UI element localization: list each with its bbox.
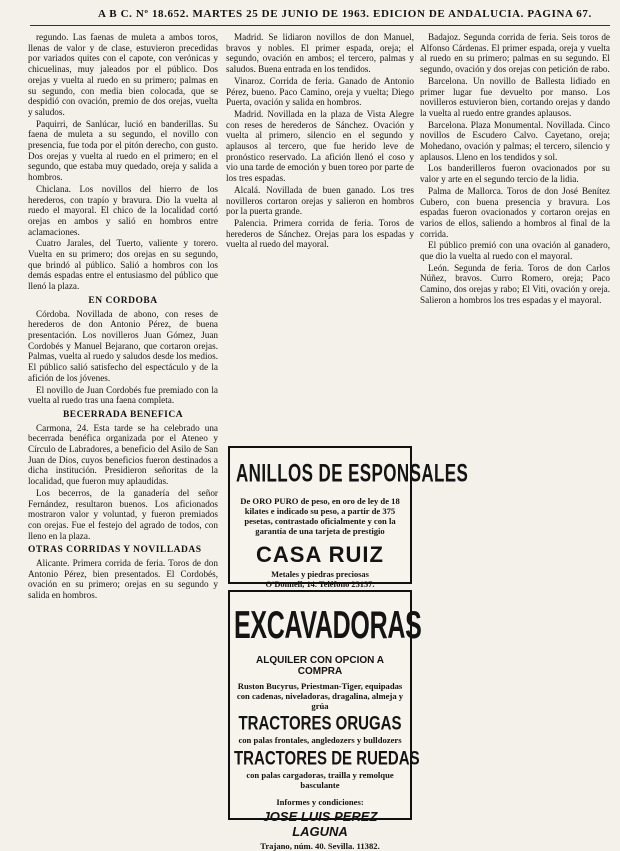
paragraph: Madrid. Novillada en la plaza de Vista Alegre con reses de herederos de Sánchez. Ovación y vuelta al primero, silencio en el segundo y aplausos al tercero, que fue herido leve de pronóstico reservado. La afición llenó el coso y vio una tarde de emoción y buen toreo por parte de los tres espadas. [226,108,414,184]
ad-title: EXCAVADORAS [234,604,422,648]
paragraph: Paquirri, de Sanlúcar, lució en banderillas. Su faena de muleta a su segundo, el novillo con presencia, fue toda por el pitón derecho, con gusto. Dos orejas y vuelta al ruedo en el primero; en el segundo, que estaba muy quedado, oreja y salida a hombros. [28,118,218,183]
ad-list: con palas frontales, angledozers y bulldozers [238,735,402,746]
ad-list: con palas cargadoras, trailla y remolque basculante [246,770,394,790]
column-right [420,32,610,818]
ad-address: O'Donnell, 14. Teléfono 23137. [265,579,375,589]
paragraph: Cuatro Jarales, del Tuerto, valiente y torero. Vuelta en su primero; dos orejas en su segundo, que brindó al público. Salió a hombros con los demás espadas entre el entusiasmo del público que llenó la plaza. [28,238,218,292]
header-rule [30,25,610,26]
ad-contact-name: JOSE LUIS PEREZ LAGUNA [262,808,378,839]
paragraph: Vinaroz. Corrida de feria. Ganado de Antonio Pérez, bueno. Paco Camino, oreja y vuelta; Diego Puerta, ovación y salida en hombros. [226,75,414,108]
paragraph: El público premió con una ovación al ganadero, que dio la vuelta al ruedo con el mayoral. [420,240,610,262]
section-heading: BECERRADA BENEFICA [62,409,184,420]
ad-subtitle: ALQUILER CON OPCION A COMPRA [256,655,384,677]
paragraph: El novillo de Juan Cordobés fue premiado con la vuelta al ruedo tras una faena completa. [28,384,218,406]
paragraph: Alcalá. Novillada de buen ganado. Los tres novilleros cortaron orejas y salieron en hombros por la puerta grande. [226,184,414,217]
ad-list: Ruston Bucyrus, Priestman-Tiger, equipadas con cadenas, niveladoras, dragalina, almeja y grúa [236,681,404,711]
advertisement-rings [228,446,469,589]
paragraph: Alicante. Primera corrida de feria. Toros de don Antonio Pérez, bien presentados. El Cordobés, ovación en su primero; orejas en su segundo y salida en hombros. [28,558,218,601]
paragraph: Madrid. Se lidiaron novillos de don Manuel, bravos y nobles. El primer espada, oreja; el segundo, ovación en ambos; el tercero, palmas y saludos. Buena entrada en los tendidos. [226,32,414,75]
column-left [28,32,218,818]
ad-title: ANILLOS DE ESPONSALES [236,459,469,488]
ad-heading: TRACTORES DE RUEDAS [234,747,420,770]
paragraph: Los banderilleros fueron ovacionados por su valor y arte en el segundo tercio de la lidia. [420,163,610,185]
ad-info: Informes y condiciones: [276,796,364,807]
column-middle [226,32,414,442]
paragraph: Badajoz. Segunda corrida de feria. Seis toros de Alfonso Cárdenas. El primer espada, oreja y vuelta al ruedo en su primero; palmas en su segundo. El segundo, ovación y dos orejas con petición de rabo. [420,32,610,75]
ad-brand: CASA RUIZ [256,542,384,567]
paragraph: Carmona, 24. Esta tarde se ha celebrado una becerrada benéfica organizada por el Ateneo y Círculo de Labradores, a beneficio del Asilo de San Juan de Dios, cuyos beneficios fueron destinados a dicha institución. Presidieron señoritas de la localidad, que fueron muy aplaudidas. [28,422,218,487]
paragraph: Barcelona. Un novillo de Ballesta lidiado en primer lugar fue devuelto por manso. Los novilleros estuvieron bien, cortando orejas y dando la vuelta al ruedo entre grandes aplausos. [420,75,610,118]
paragraph: regundo. Las faenas de muleta a ambos toros, llenas de valor y de clase, estuvieron precedidas por variados quites con el capote, con verónicas y chicuelinas, muy jaleados por el público. Dos orejas y vuelta al ruedo en su primero; palmas en su segundo, con media bien colocada, que se despidió con ovación, premio de dos orejas, vuelta y saludos. [28,32,218,117]
paragraph: Barcelona. Plaza Monumental. Novillada. Cinco novillos de Escudero Calvo. Cayetano, oreja; Mohedano, ovación y palmas; el tercero, silencio y aplausos. Lleno en los tendidos y sol. [420,119,610,162]
advertisement-excavators [228,590,422,851]
page-header [98,8,610,24]
ad-body: De ORO PURO de peso, en oro de ley de 18 kilates e indicado su peso, a partir de 375 pesetas, contrastado oficialmente y con la garantía de una tarjeta de prestigio [240,496,400,536]
paragraph: Chiclana. Los novillos del hierro de los herederos, con trapío y bravura. Dio la vuelta al ruedo el mayoral. El chico de la localidad cortó orejas en ambos y salió en hombros entre aclamaciones. [28,183,218,237]
paragraph: Palencia. Primera corrida de feria. Toros de herederos de Sánchez. Orejas para los espadas y vuelta al ruedo del mayoral. [226,217,414,250]
paragraph: Córdoba. Novillada de abono, con reses de herederos de don Antonio Pérez, de buena presentación. Los novilleros Juan Gómez, Juan Cordobés y Manuel Bejarano, que cortaron orejas. Palmas, vuelta al ruedo y saludos desde los medios. El público salió satisfecho del espectáculo y de la afición de los jóvenes. [28,308,218,383]
section-heading: EN CORDOBA [88,295,158,306]
paragraph: Palma de Mallorca. Toros de don José Benítez Cubero, con buena presencia y bravura. Los espadas fueron ovacionados y cortaron orejas en varios de ellos, saliendo a hombros al final de la corrida. [420,185,610,239]
ad-heading: TRACTORES ORUGAS [238,712,402,735]
header-text: A B C. Nº 18.652. MARTES 25 DE JUNIO DE 1963. EDICION DE ANDALUCIA. PAGINA 67. [98,8,592,20]
ad-desc: Metales y piedras preciosas [271,570,369,579]
ad-address: Trajano, núm. 40. Sevilla. 11382. [260,840,380,851]
section-heading: OTRAS CORRIDAS Y NOVILLADAS [28,545,202,556]
paragraph: León. Segunda de feria. Toros de don Carlos Núñez, bravos. Curro Romero, oreja; Paco Camino, dos orejas y rabo; El Viti, ovación y oreja. Salieron a hombros los tres espadas y el mayoral. [420,262,610,305]
paragraph: Los becerros, de la ganadería del señor Fernández, resultaron buenos. Los aficionados mostraron valor y voluntad, y fueron premiados con orejas. Fue el festejo del agrado de todos, con lleno en la plaza. [28,487,218,541]
